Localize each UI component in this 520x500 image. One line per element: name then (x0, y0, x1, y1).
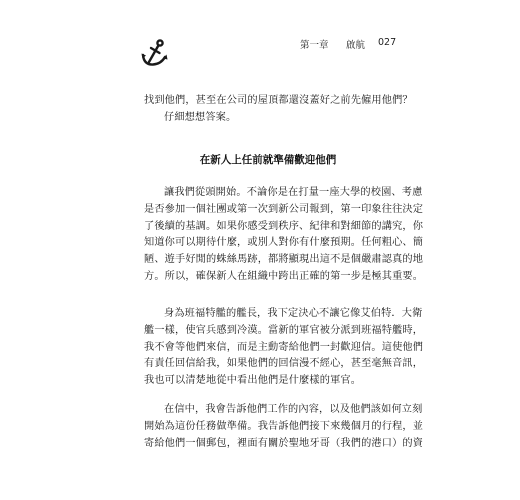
text-line: 讓我們從頭開始。不論你是在打量一座大學的校園、考慮 (164, 187, 423, 198)
text-line: 身為班福特艦的艦長，我下定決心不讓它像艾伯特．大衛 (164, 308, 423, 319)
intro-text (144, 93, 413, 127)
chapter-title: 啟航 (346, 40, 366, 51)
text-line: 在信中，我會告訴他們工作的內容，以及他們該如何立刻 (164, 404, 423, 415)
running-header (300, 37, 396, 53)
text-line: 是否參加一個社團或第一次到新公司報到，第一印象往往決定 (144, 203, 424, 215)
paragraph-3 (144, 402, 424, 452)
text-line: 我也可以清楚地從中看出他們是什麼樣的軍官。 (144, 375, 362, 387)
chapter-label: 第一章 (300, 40, 329, 51)
text-line: 寄給他們一個郵包，裡面有關於聖地牙哥（我們的港口）的資 (144, 437, 424, 449)
paragraph-2 (144, 306, 424, 390)
text-line: 我不會等他們來信，而是主動寄給他們一封歡迎信。這使他們 (144, 341, 424, 353)
text-line: 知道你可以期待什麼，或別人對你有什麼預期。任何粗心、簡 (144, 237, 424, 249)
section-heading: 在新人上任前就準備歡迎他們 (199, 154, 337, 166)
text-line: 了後續的基調。如果你感受到秩序、紀律和對細節的講究，你 (144, 220, 424, 232)
text-line: 有責任回信給我，如果他們的回信漫不經心，甚至毫無音訊， (144, 358, 424, 370)
anchor-icon (140, 38, 170, 68)
paragraph-1 (144, 185, 424, 286)
text-line: 開始為這份任務做準備。我告訴他們接下來幾個月的行程，並 (144, 420, 424, 432)
text-line: 仔細想想答案。 (164, 111, 237, 123)
text-line: 艦一樣，使官兵感到冷漠。當新的軍官被分派到班福特艦時， (144, 324, 424, 336)
page-number: 027 (378, 37, 397, 48)
text-line: 找到他們，甚至在公司的屋頂都還沒蓋好之前先僱用他們？ (144, 95, 413, 106)
text-line: 方。所以，確保新人在組織中跨出正確的第一步是極其重要。 (144, 270, 424, 282)
text-line: 陋、遊手好閒的蛛絲馬跡，都將顯現出這不是個嚴肅認真的地 (144, 254, 424, 266)
